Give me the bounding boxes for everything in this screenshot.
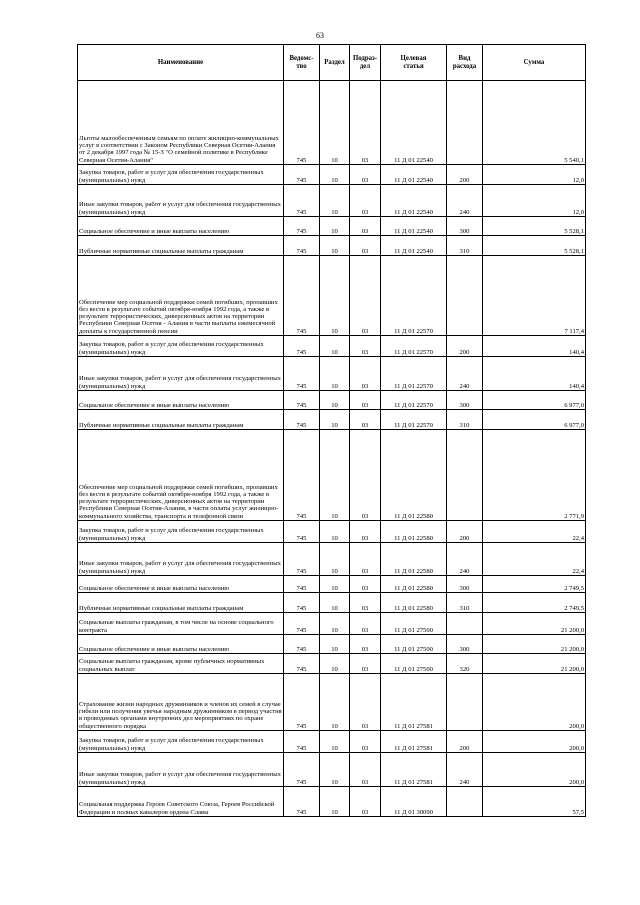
cell-subsection: 03 (350, 731, 381, 753)
cell-section: 10 (320, 613, 350, 635)
cell-name: Публичные нормативные социальные выплаты гражданам (78, 236, 284, 256)
cell-name: Иные закупки товаров, работ и услуг для обеспечения государственных (муниципальных) нужд (78, 185, 284, 217)
cell-amount: 200,0 (483, 674, 586, 731)
cell-amount: 200,0 (483, 753, 586, 787)
table-row (78, 731, 586, 753)
cell-amount: 21 200,0 (483, 654, 586, 674)
cell-subsection: 03 (350, 543, 381, 576)
cell-target: 11 Д 01 27581 (381, 731, 447, 753)
cell-amount: 22,4 (483, 521, 586, 543)
cell-section: 10 (320, 430, 350, 521)
cell-target: 11 Д 01 22570 (381, 256, 447, 336)
header-dept: Ведомс- тво (284, 45, 320, 81)
cell-target: 11 Д 01 27500 (381, 613, 447, 635)
cell-subsection: 03 (350, 576, 381, 593)
cell-section: 10 (320, 185, 350, 217)
cell-expense-type: 200 (447, 521, 483, 543)
table-row (78, 787, 586, 817)
cell-name: Обеспечение мер социальной поддержки семей погибших, пропавших без вести в результате событий октября-ноября 1992 года, а также в результате террористических, диверсионных актов на территории Республики Северная Осетия-Алания, в части оплаты услуг жилищно-коммунального хозяйства, транспорта и телефонной связи (78, 430, 284, 521)
table-row (78, 165, 586, 185)
cell-subsection: 03 (350, 613, 381, 635)
cell-expense-type (447, 430, 483, 521)
cell-section: 10 (320, 391, 350, 410)
cell-dept: 745 (284, 236, 320, 256)
header-expense-type: Вид расхода (447, 45, 483, 81)
cell-dept: 745 (284, 336, 320, 357)
cell-name: Социальное обеспечение и иные выплаты населению (78, 576, 284, 593)
table-body (78, 81, 586, 817)
cell-subsection: 03 (350, 256, 381, 336)
cell-name: Закупка товаров, работ и услуг для обеспечения государственных (муниципальных) нужд (78, 165, 284, 185)
cell-expense-type: 240 (447, 185, 483, 217)
cell-target: 11 Д 01 22540 (381, 185, 447, 217)
cell-section: 10 (320, 674, 350, 731)
cell-subsection: 03 (350, 81, 381, 165)
cell-target: 11 Д 01 22580 (381, 543, 447, 576)
cell-target: 11 Д 01 22570 (381, 410, 447, 430)
cell-name: Закупка товаров, работ и услуг для обеспечения государственных (муниципальных) нужд (78, 731, 284, 753)
cell-section: 10 (320, 635, 350, 654)
header-subsection: Подраз- дел (350, 45, 381, 81)
cell-dept: 745 (284, 185, 320, 217)
cell-name: Публичные нормативные социальные выплаты гражданам (78, 410, 284, 430)
cell-amount: 200,0 (483, 731, 586, 753)
header-amount: Сумма (483, 45, 586, 81)
cell-expense-type (447, 256, 483, 336)
cell-section: 10 (320, 165, 350, 185)
table-row (78, 217, 586, 236)
cell-amount: 6 977,0 (483, 410, 586, 430)
cell-expense-type: 320 (447, 654, 483, 674)
cell-dept: 745 (284, 613, 320, 635)
budget-table (77, 44, 586, 817)
cell-target: 11 Д 01 22570 (381, 391, 447, 410)
cell-subsection: 03 (350, 787, 381, 817)
cell-expense-type: 300 (447, 217, 483, 236)
cell-amount: 12,0 (483, 185, 586, 217)
cell-dept: 745 (284, 753, 320, 787)
header-target: Целевая статья (381, 45, 447, 81)
cell-name: Публичные нормативные социальные выплаты гражданам (78, 593, 284, 613)
cell-expense-type: 300 (447, 635, 483, 654)
cell-section: 10 (320, 256, 350, 336)
table-row (78, 391, 586, 410)
cell-amount: 21 200,0 (483, 635, 586, 654)
table-row (78, 753, 586, 787)
cell-name: Иные закупки товаров, работ и услуг для обеспечения государственных (муниципальных) нужд (78, 753, 284, 787)
cell-subsection: 03 (350, 521, 381, 543)
table-row (78, 613, 586, 635)
cell-section: 10 (320, 336, 350, 357)
cell-dept: 745 (284, 430, 320, 521)
cell-target: 11 Д 01 22580 (381, 521, 447, 543)
cell-expense-type: 200 (447, 731, 483, 753)
cell-target: 11 Д 01 22540 (381, 81, 447, 165)
cell-expense-type: 300 (447, 391, 483, 410)
cell-dept: 745 (284, 217, 320, 236)
cell-expense-type (447, 674, 483, 731)
cell-name: Социальная поддержка Героев Советского Союза, Героев Российской Федерации и полных кавалеров ордена Славы (78, 787, 284, 817)
cell-amount: 21 200,0 (483, 613, 586, 635)
table-header-row (78, 45, 586, 81)
cell-amount: 140,4 (483, 357, 586, 391)
cell-section: 10 (320, 357, 350, 391)
cell-dept: 745 (284, 357, 320, 391)
cell-name: Социальное обеспечение и иные выплаты населению (78, 635, 284, 654)
cell-dept: 745 (284, 635, 320, 654)
cell-target: 11 Д 01 22580 (381, 593, 447, 613)
cell-dept: 745 (284, 543, 320, 576)
cell-expense-type: 310 (447, 236, 483, 256)
cell-target: 11 Д 01 22540 (381, 236, 447, 256)
cell-name: Социальные выплаты гражданам, в том числе на основе социального контракта (78, 613, 284, 635)
cell-expense-type: 310 (447, 593, 483, 613)
cell-target: 11 Д 01 30090 (381, 787, 447, 817)
cell-section: 10 (320, 787, 350, 817)
table-row (78, 593, 586, 613)
cell-name: Льготы малообеспеченным семьям по оплате жилищно-коммунальных услуг в соответствии с Законом Республики Северная Осетия-Алания от 2 декабря 1997 года № 15-З "О семейной политике в Республике Северная Осетия-Алания" (78, 81, 284, 165)
table-row (78, 576, 586, 593)
cell-dept: 745 (284, 787, 320, 817)
cell-section: 10 (320, 593, 350, 613)
cell-dept: 745 (284, 576, 320, 593)
cell-section: 10 (320, 753, 350, 787)
cell-subsection: 03 (350, 674, 381, 731)
cell-target: 11 Д 01 27581 (381, 753, 447, 787)
cell-dept: 745 (284, 593, 320, 613)
cell-target: 11 Д 01 22570 (381, 336, 447, 357)
cell-target: 11 Д 01 27581 (381, 674, 447, 731)
cell-target: 11 Д 01 27500 (381, 635, 447, 654)
cell-name: Социальные выплаты гражданам, кроме публичных нормативных социальных выплат (78, 654, 284, 674)
cell-section: 10 (320, 543, 350, 576)
table-row (78, 654, 586, 674)
cell-name: Иные закупки товаров, работ и услуг для обеспечения государственных (муниципальных) нужд (78, 357, 284, 391)
cell-amount: 5 540,1 (483, 81, 586, 165)
cell-section: 10 (320, 410, 350, 430)
cell-name: Социальное обеспечение и иные выплаты населению (78, 391, 284, 410)
cell-target: 11 Д 01 27500 (381, 654, 447, 674)
cell-amount: 5 528,1 (483, 217, 586, 236)
table-row (78, 336, 586, 357)
cell-subsection: 03 (350, 236, 381, 256)
cell-target: 11 Д 01 22580 (381, 430, 447, 521)
cell-dept: 745 (284, 81, 320, 165)
cell-section: 10 (320, 521, 350, 543)
cell-expense-type (447, 613, 483, 635)
cell-amount: 2 749,5 (483, 576, 586, 593)
cell-subsection: 03 (350, 410, 381, 430)
table-row (78, 410, 586, 430)
table-row (78, 543, 586, 576)
cell-target: 11 Д 01 22540 (381, 165, 447, 185)
cell-name: Закупка товаров, работ и услуг для обеспечения государственных (муниципальных) нужд (78, 336, 284, 357)
cell-amount: 12,0 (483, 165, 586, 185)
cell-name: Социальное обеспечение и иные выплаты населению (78, 217, 284, 236)
table-row (78, 185, 586, 217)
cell-subsection: 03 (350, 753, 381, 787)
cell-dept: 745 (284, 674, 320, 731)
table-row (78, 430, 586, 521)
table-row (78, 81, 586, 165)
cell-dept: 745 (284, 391, 320, 410)
cell-name: Закупка товаров, работ и услуг для обеспечения государственных (муниципальных) нужд (78, 521, 284, 543)
cell-expense-type (447, 81, 483, 165)
cell-expense-type: 200 (447, 336, 483, 357)
cell-dept: 745 (284, 654, 320, 674)
cell-amount: 2 771,9 (483, 430, 586, 521)
table-row (78, 256, 586, 336)
table-row (78, 521, 586, 543)
cell-subsection: 03 (350, 165, 381, 185)
cell-amount: 140,4 (483, 336, 586, 357)
cell-subsection: 03 (350, 593, 381, 613)
cell-expense-type: 200 (447, 165, 483, 185)
cell-subsection: 03 (350, 357, 381, 391)
cell-expense-type: 300 (447, 576, 483, 593)
cell-name: Иные закупки товаров, работ и услуг для обеспечения государственных (муниципальных) нужд (78, 543, 284, 576)
cell-subsection: 03 (350, 430, 381, 521)
cell-dept: 745 (284, 256, 320, 336)
table-row (78, 357, 586, 391)
page-number: 63 (316, 31, 324, 40)
cell-subsection: 03 (350, 635, 381, 654)
cell-subsection: 03 (350, 654, 381, 674)
cell-section: 10 (320, 576, 350, 593)
cell-dept: 745 (284, 521, 320, 543)
cell-subsection: 03 (350, 391, 381, 410)
table-row (78, 236, 586, 256)
cell-expense-type: 310 (447, 410, 483, 430)
cell-dept: 745 (284, 410, 320, 430)
cell-name: Обеспечение мер социальной поддержки семей погибших, пропавших без вести в результате событий октября-ноября 1992 года, а также в результате террористических, диверсионных актов на территории Республики Северная Осетия - Алания в части выплаты ежемесячной доплаты к государственной пенсии (78, 256, 284, 336)
cell-dept: 745 (284, 731, 320, 753)
cell-target: 11 Д 01 22570 (381, 357, 447, 391)
cell-amount: 6 977,0 (483, 391, 586, 410)
cell-amount: 7 117,4 (483, 256, 586, 336)
cell-expense-type: 240 (447, 357, 483, 391)
cell-name: Страхование жизни народных дружинников и членов их семей в случае гибели или получения увечья народным дружинником в период участия в проводимых органами внутренних дел мероприятиях по охране общественного порядка (78, 674, 284, 731)
cell-section: 10 (320, 236, 350, 256)
cell-target: 11 Д 01 22540 (381, 217, 447, 236)
cell-subsection: 03 (350, 336, 381, 357)
cell-section: 10 (320, 654, 350, 674)
cell-subsection: 03 (350, 185, 381, 217)
cell-expense-type: 240 (447, 543, 483, 576)
cell-section: 10 (320, 81, 350, 165)
cell-amount: 5 528,1 (483, 236, 586, 256)
cell-amount: 57,5 (483, 787, 586, 817)
table-row (78, 635, 586, 654)
header-section: Раздел (320, 45, 350, 81)
header-name: Наименование (78, 45, 284, 81)
cell-target: 11 Д 01 22580 (381, 576, 447, 593)
cell-section: 10 (320, 731, 350, 753)
cell-dept: 745 (284, 165, 320, 185)
cell-section: 10 (320, 217, 350, 236)
cell-subsection: 03 (350, 217, 381, 236)
cell-amount: 2 749,5 (483, 593, 586, 613)
cell-expense-type (447, 787, 483, 817)
cell-expense-type: 240 (447, 753, 483, 787)
table-row (78, 674, 586, 731)
cell-amount: 22,4 (483, 543, 586, 576)
